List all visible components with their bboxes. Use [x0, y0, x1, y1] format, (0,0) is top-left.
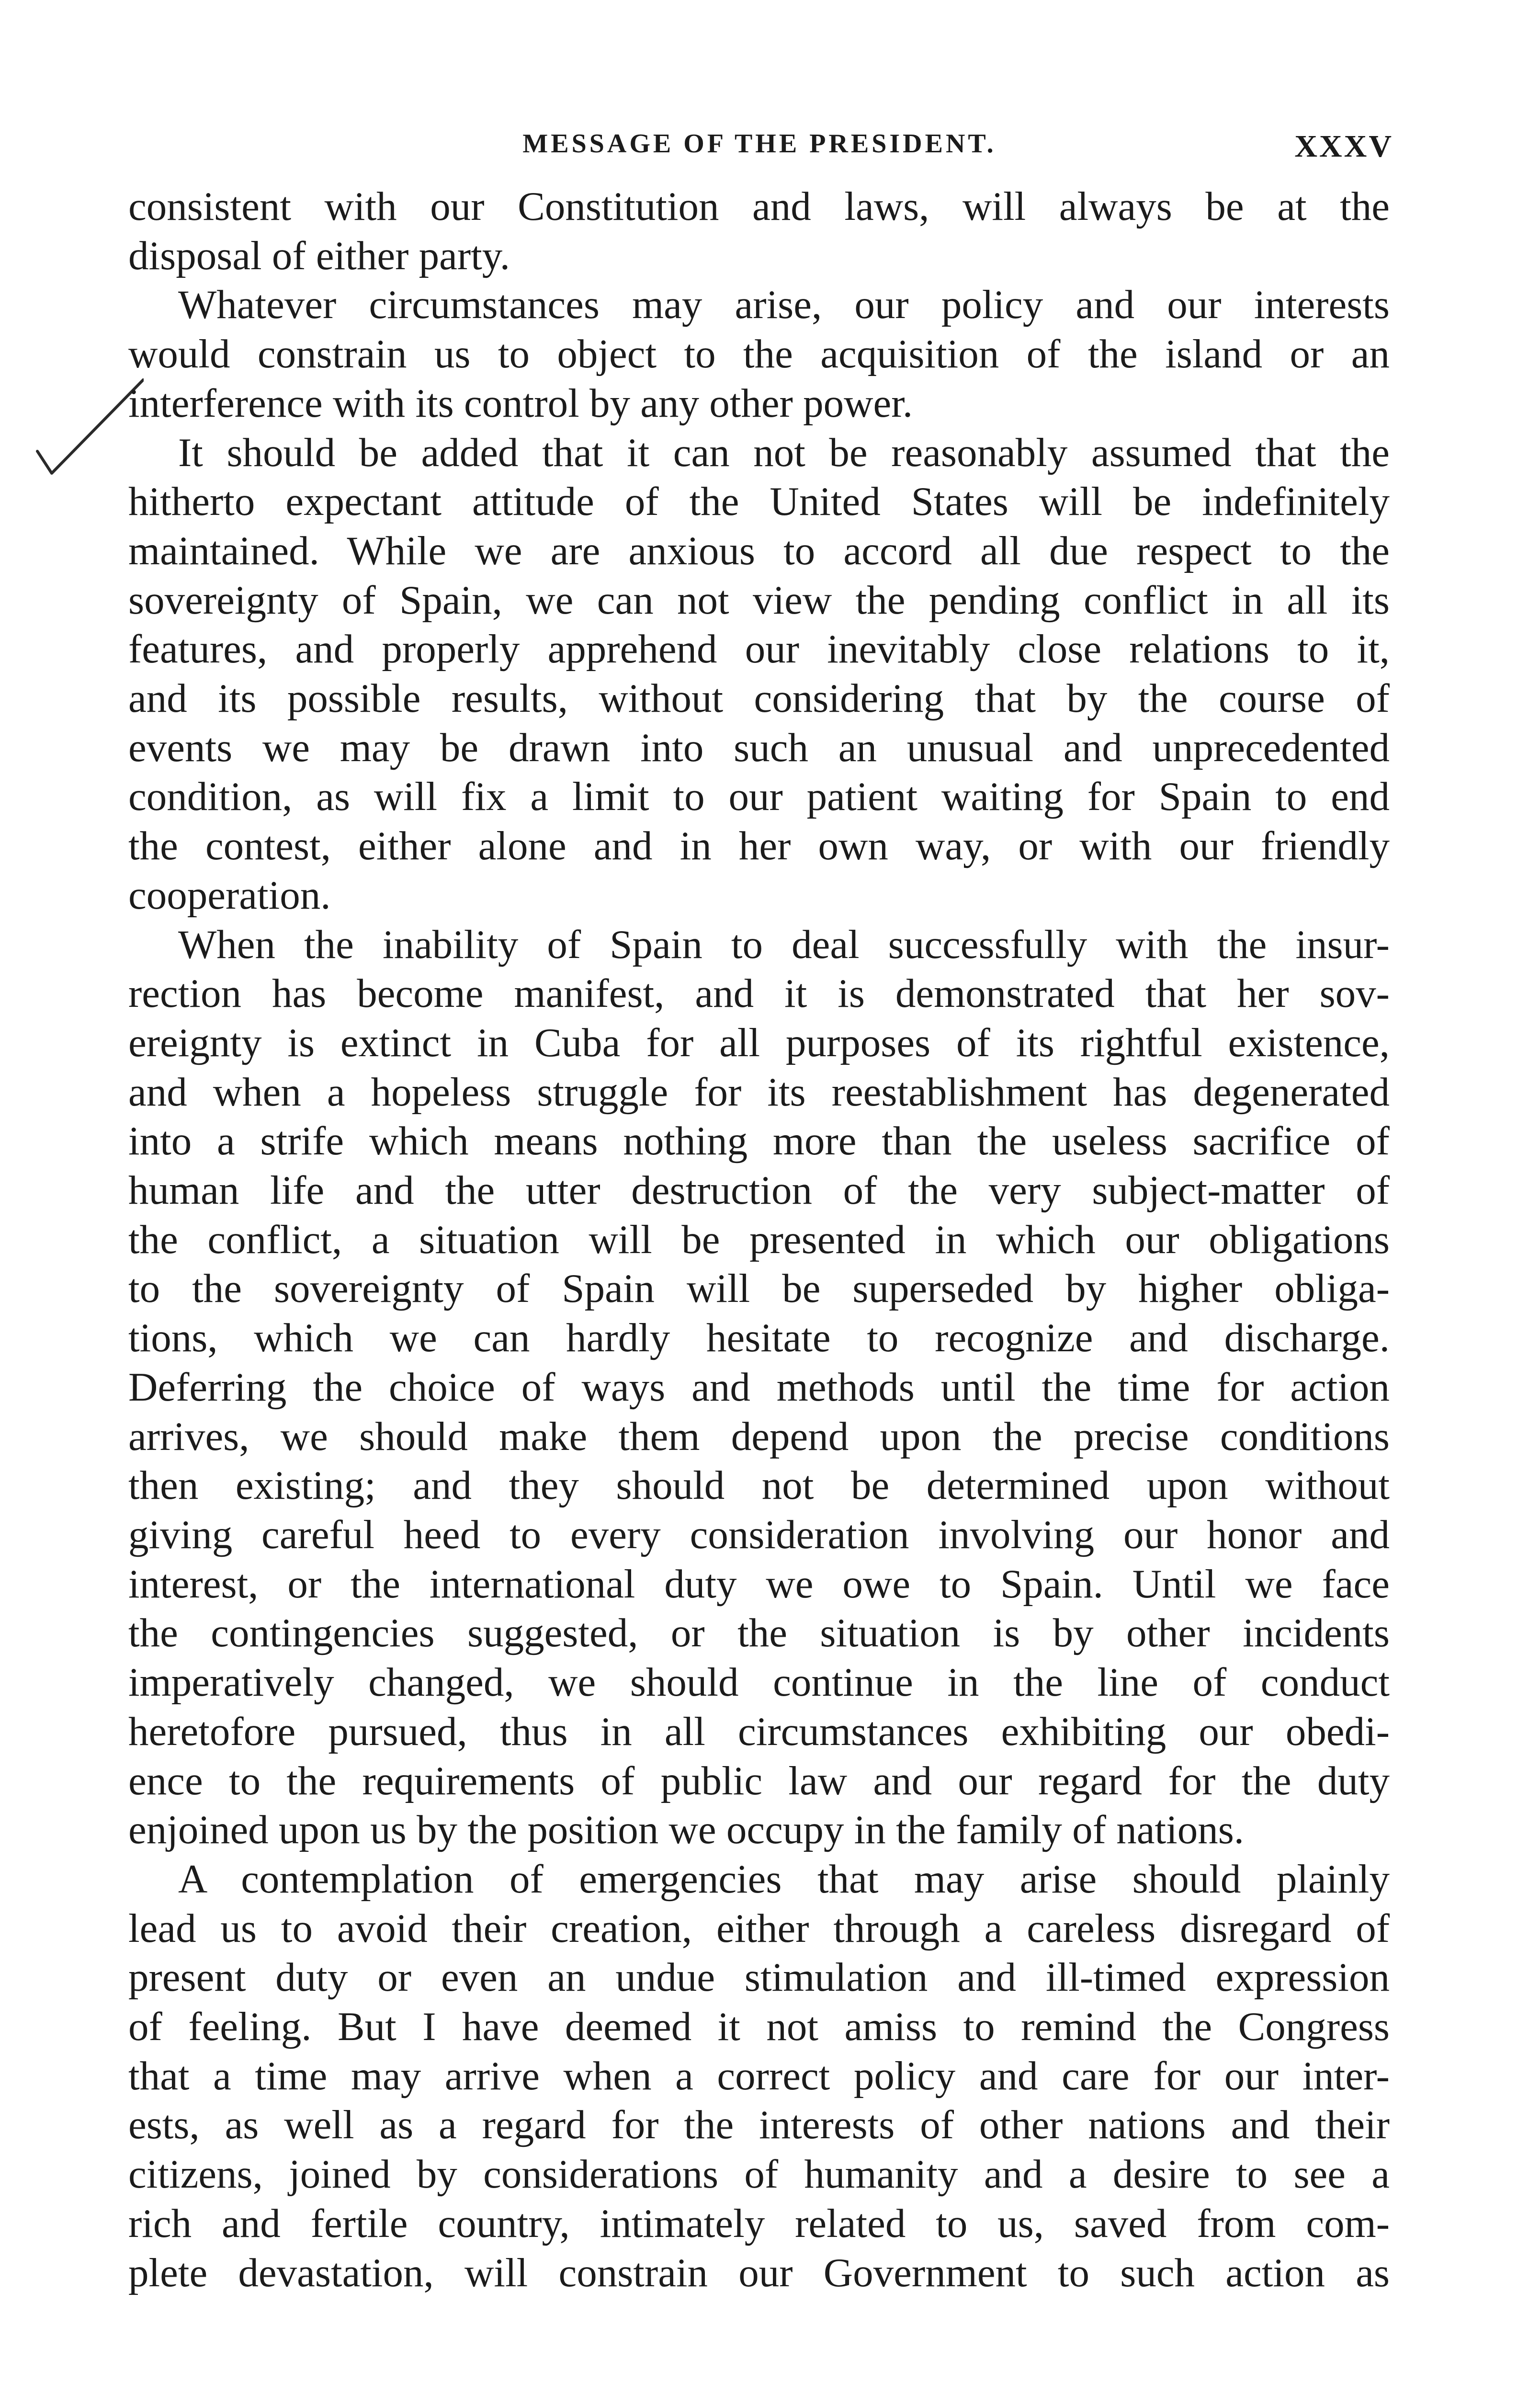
paragraph — [128, 1855, 1390, 2297]
handwritten-check-mark-icon — [29, 378, 144, 503]
text-line: and when a hopeless struggle for its reestablishment has degenerated — [128, 1069, 1390, 1115]
text-line: disposal of either party. — [128, 233, 510, 278]
text-line: citizens, joined by considerations of humanity and a desire to see a — [128, 2152, 1390, 2197]
text-line: then existing; and they should not be determined upon without — [128, 1463, 1390, 1508]
text-line: A contemplation of emergencies that may arise should plainly — [178, 1856, 1390, 1902]
text-line: sovereignty of Spain, we can not view the pending conflict in all its — [128, 577, 1390, 623]
text-line: arrives, we should make them depend upon the precise conditions — [128, 1414, 1390, 1459]
text-line: the contest, either alone and in her own way, or with our friendly — [128, 823, 1390, 869]
text-line: giving careful heed to every consideration involving our honor and — [128, 1512, 1390, 1557]
paragraph — [128, 182, 1390, 280]
text-line: ests, as well as a regard for the interests of other nations and their — [128, 2102, 1390, 2148]
text-line: When the inability of Spain to deal successfully with the insur- — [178, 922, 1390, 967]
text-line: ence to the requirements of public law and our regard for the duty — [128, 1758, 1390, 1803]
text-line: features, and properly apprehend our inevitably close relations to it, — [128, 627, 1390, 672]
text-line: and its possible results, without considering that by the course of — [128, 676, 1390, 721]
text-line: hitherto expectant attitude of the United States will be indefinitely — [128, 479, 1390, 525]
text-line: events we may be drawn into such an unusual and unprecedented — [128, 725, 1390, 770]
text-line: Deferring the choice of ways and methods until the time for action — [128, 1364, 1390, 1410]
text-line: plete devastation, will constrain our Government to such action as — [128, 2250, 1390, 2295]
running-title: MESSAGE OF THE PRESIDENT. — [522, 129, 996, 159]
text-line: It should be added that it can not be reasonably assumed that the — [178, 430, 1390, 475]
text-line: Whatever circumstances may arise, our policy and our interests — [178, 282, 1390, 328]
text-line: rection has become manifest, and it is demonstrated that her sov- — [128, 971, 1390, 1016]
text-line: rich and fertile country, intimately related to us, saved from com- — [128, 2201, 1390, 2246]
text-line: heretofore pursued, thus in all circumstances exhibiting our obedi- — [128, 1709, 1390, 1754]
text-line: ereignty is extinct in Cuba for all purposes of its rightful existence, — [128, 1020, 1390, 1065]
text-line: imperatively changed, we should continue in the line of conduct — [128, 1660, 1390, 1705]
paragraph — [128, 428, 1390, 920]
text-line: to the sovereignty of Spain will be superseded by higher obliga- — [128, 1266, 1390, 1312]
text-line: maintained. While we are anxious to accord all due respect to the — [128, 528, 1390, 573]
text-line: interest, or the international duty we owe to Spain. Until we face — [128, 1561, 1390, 1607]
paragraph — [128, 920, 1390, 1855]
text-line: tions, which we can hardly hesitate to recognize and discharge. — [128, 1315, 1390, 1361]
text-line: would constrain us to object to the acquisition of the island or an — [128, 331, 1390, 377]
text-line: into a strife which means nothing more than the useless sacrifice of — [128, 1118, 1390, 1164]
text-line: present duty or even an undue stimulation and ill-timed expression — [128, 1955, 1390, 2000]
text-line: the contingencies suggested, or the situation is by other incidents — [128, 1610, 1390, 1656]
text-line: that a time may arrive when a correct policy and care for our inter- — [128, 2053, 1390, 2098]
text-line: human life and the utter destruction of the very subject-matter of — [128, 1168, 1390, 1213]
body-text — [128, 182, 1390, 2297]
text-line: condition, as will fix a limit to our patient waiting for Spain to end — [128, 774, 1390, 820]
paragraph — [128, 280, 1390, 428]
text-line: the conflict, a situation will be presented in which our obligations — [128, 1217, 1390, 1262]
page-number: XXXV — [1294, 129, 1393, 164]
text-line: cooperation. — [128, 872, 331, 918]
running-head — [125, 128, 1393, 167]
text-line: enjoined upon us by the position we occupy in the family of nations. — [128, 1807, 1245, 1853]
text-line: interference with its control by any other power. — [128, 380, 913, 426]
text-line: consistent with our Constitution and laws, will always be at the — [128, 184, 1390, 229]
text-line: lead us to avoid their creation, either through a careless disregard of — [128, 1905, 1390, 1951]
text-line: of feeling. But I have deemed it not amiss to remind the Congress — [128, 2004, 1390, 2050]
